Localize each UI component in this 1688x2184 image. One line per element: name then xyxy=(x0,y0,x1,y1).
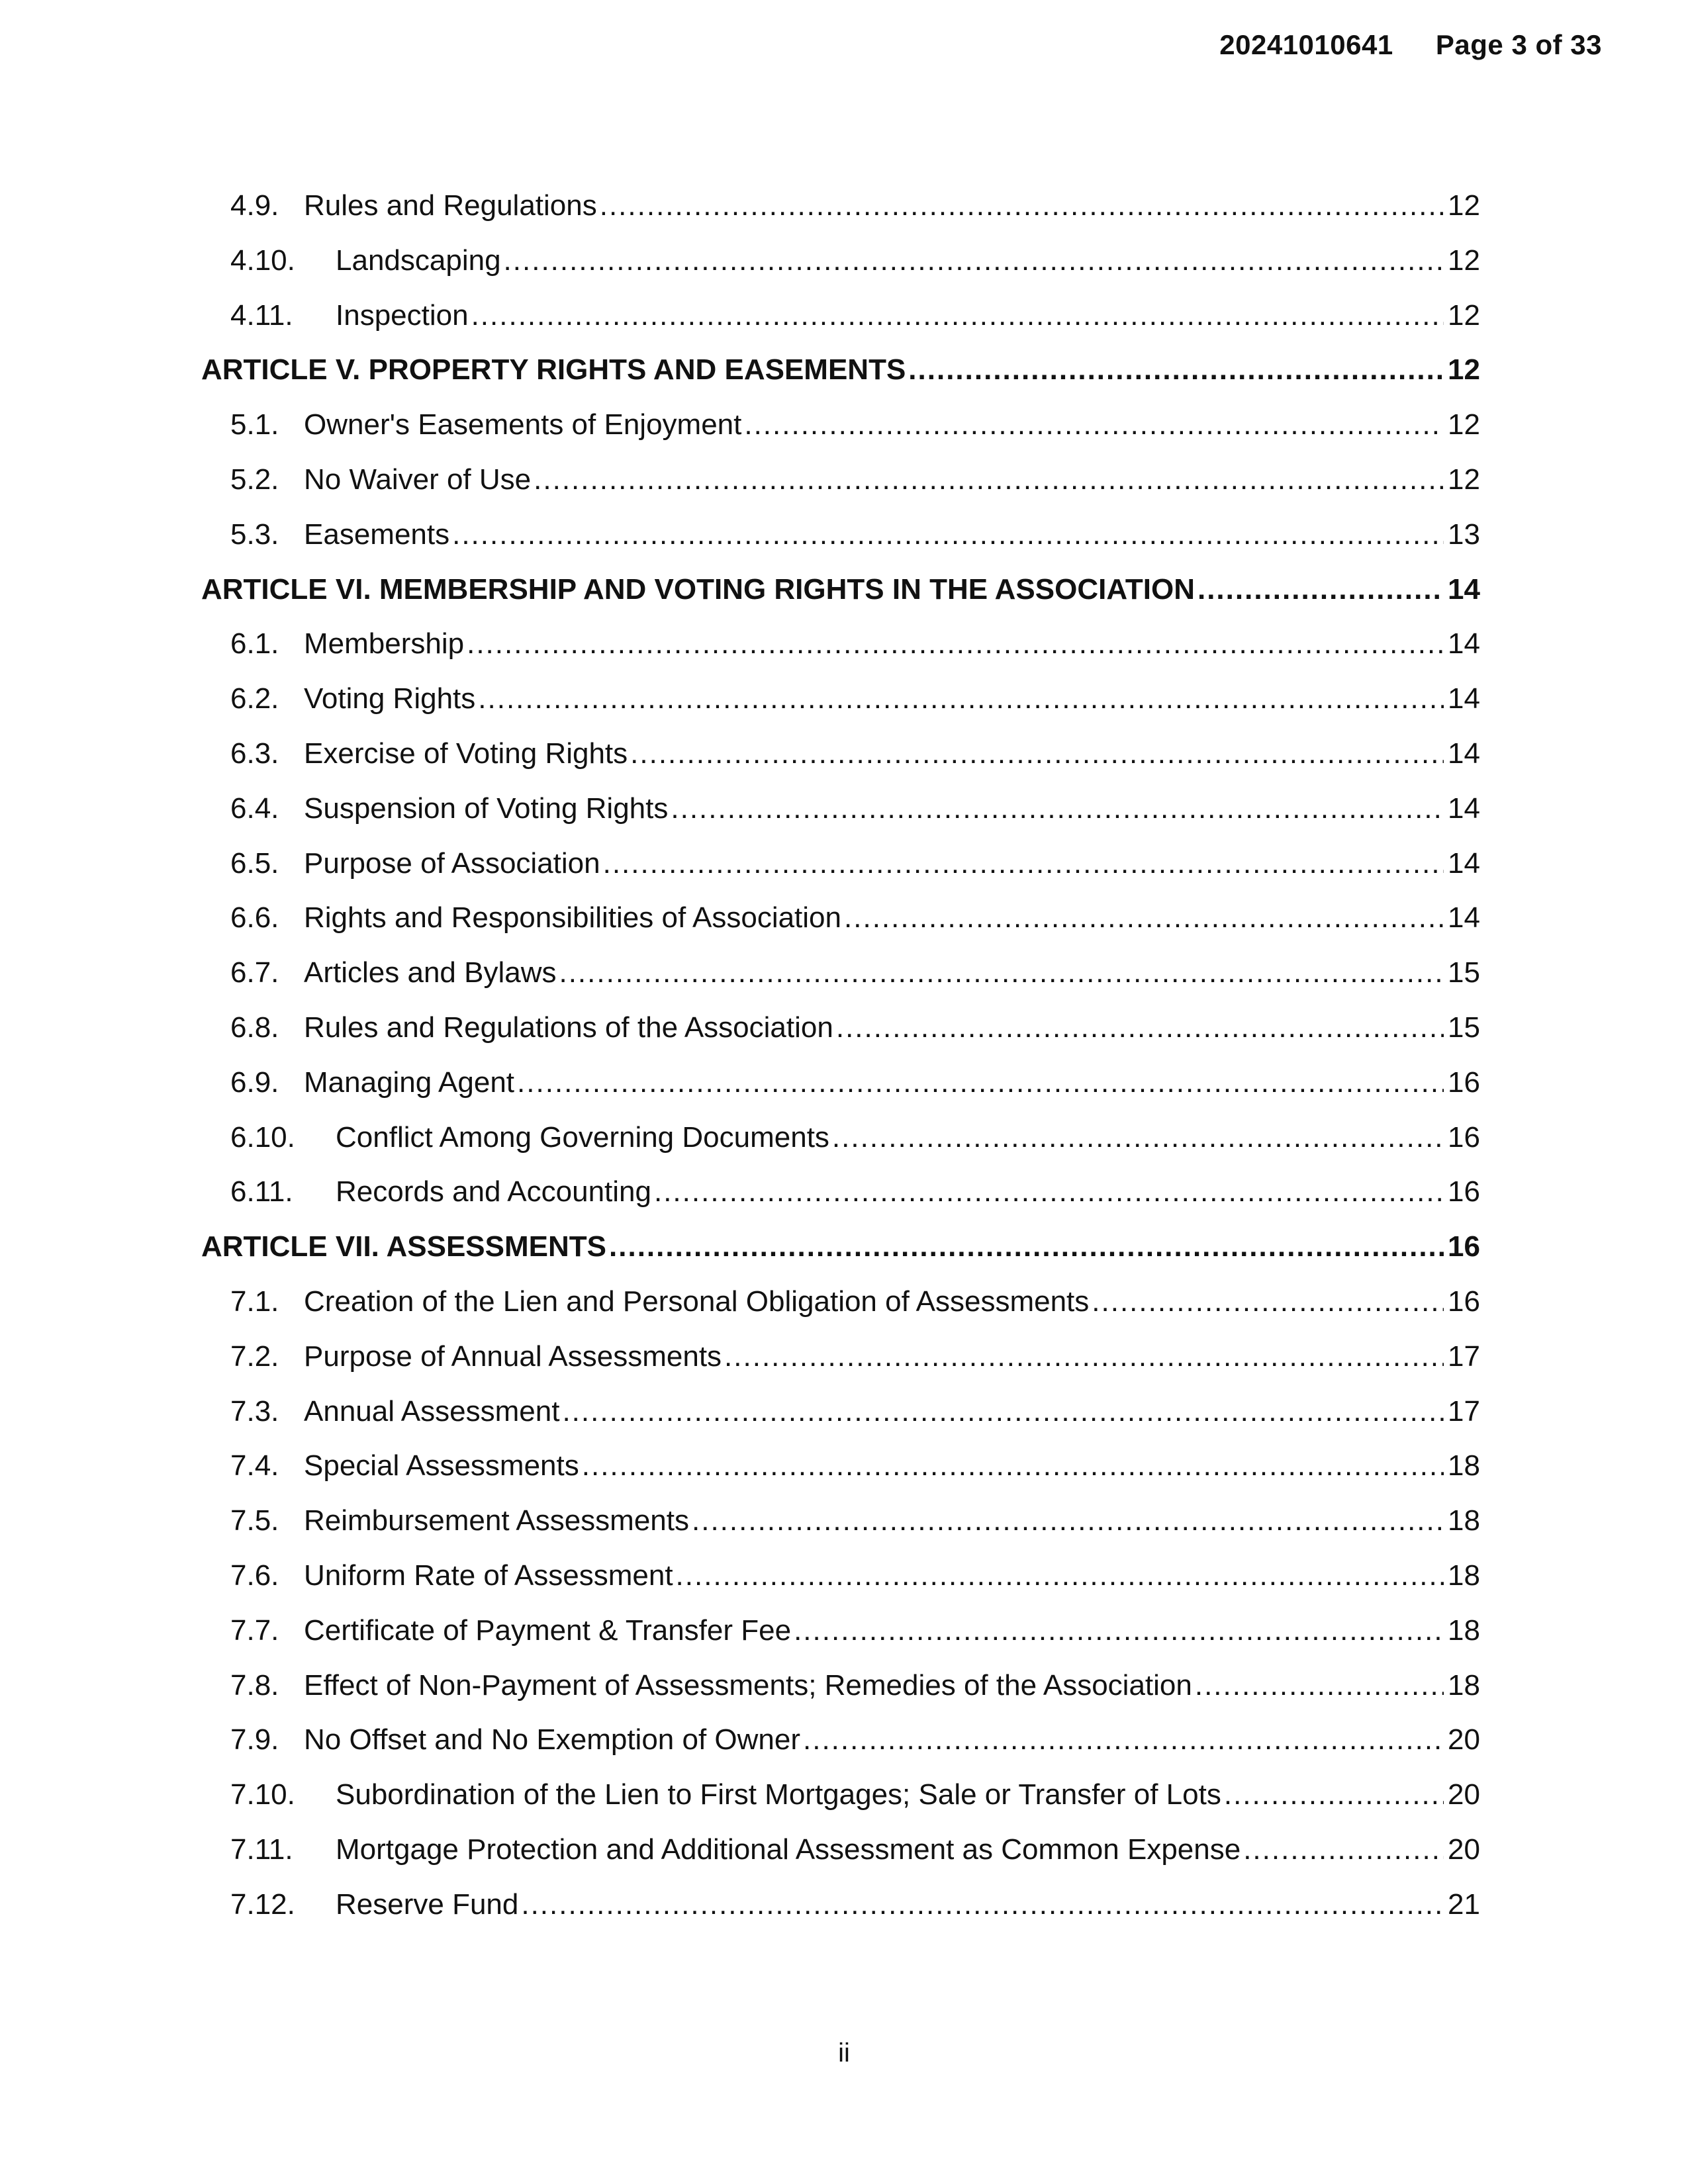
toc-entry-title: Uniform Rate of Assessment xyxy=(304,1559,673,1592)
toc-section-row[interactable] xyxy=(201,891,1480,946)
toc-section-row[interactable] xyxy=(201,289,1480,343)
toc-section-row[interactable] xyxy=(201,398,1480,453)
toc-entry-page: 12 xyxy=(1448,463,1480,496)
toc-entry-number: 6.1. xyxy=(230,627,279,660)
toc-entry-page: 20 xyxy=(1448,1778,1480,1811)
toc-entry-page: 14 xyxy=(1448,572,1480,606)
toc-section-row[interactable] xyxy=(201,1713,1480,1768)
toc-entry-page: 16 xyxy=(1448,1120,1480,1154)
toc-entry-number: 6.3. xyxy=(230,737,279,770)
toc-dot-leader xyxy=(1224,1768,1444,1823)
toc-entry-title: Conflict Among Governing Documents xyxy=(336,1120,829,1154)
toc-entry-title: Voting Rights xyxy=(304,682,476,715)
toc-dot-leader xyxy=(452,508,1444,563)
toc-entry-title: Managing Agent xyxy=(304,1066,515,1099)
toc-entry-number: 7.11. xyxy=(230,1833,293,1866)
toc-entry-number: 6.8. xyxy=(230,1011,279,1044)
toc-article-row[interactable] xyxy=(201,1220,1480,1275)
toc-dot-leader xyxy=(521,1878,1444,1933)
toc-entry-number: 7.3. xyxy=(230,1394,279,1428)
toc-entry-number: 5.1. xyxy=(230,408,279,441)
toc-section-row[interactable] xyxy=(201,234,1480,289)
toc-section-row[interactable] xyxy=(201,1768,1480,1823)
toc-entry-number: 4.9. xyxy=(230,189,279,222)
toc-dot-leader xyxy=(1092,1275,1444,1330)
toc-section-row[interactable] xyxy=(201,1823,1480,1878)
toc-entry-page: 18 xyxy=(1448,1668,1480,1702)
toc-dot-leader xyxy=(671,782,1444,837)
toc-article-row[interactable] xyxy=(201,563,1480,617)
toc-dot-leader xyxy=(844,891,1444,946)
toc-dot-leader xyxy=(908,343,1444,398)
toc-entry-title: Certificate of Payment & Transfer Fee xyxy=(304,1614,792,1647)
toc-dot-leader xyxy=(603,837,1444,891)
toc-dot-leader xyxy=(1195,1659,1444,1713)
toc-entry-page: 12 xyxy=(1448,244,1480,277)
toc-dot-leader xyxy=(676,1549,1444,1604)
toc-entry-page: 12 xyxy=(1448,353,1480,387)
toc-entry-number: 6.2. xyxy=(230,682,279,715)
toc-entry-number: 7.1. xyxy=(230,1285,279,1318)
toc-dot-leader xyxy=(559,946,1444,1001)
toc-dot-leader xyxy=(654,1165,1444,1220)
toc-entry-number: 7.10. xyxy=(230,1778,295,1811)
toc-section-row[interactable] xyxy=(201,1604,1480,1659)
toc-section-row[interactable] xyxy=(201,1330,1480,1385)
toc-entry-number: 7.2. xyxy=(230,1340,279,1373)
toc-section-row[interactable] xyxy=(201,617,1480,672)
toc-entry-page: 12 xyxy=(1448,298,1480,332)
toc-section-row[interactable] xyxy=(201,1494,1480,1549)
document-number: 20241010641 xyxy=(1219,29,1393,60)
toc-entry-title: Easements xyxy=(304,518,450,551)
toc-entry-title: Purpose of Association xyxy=(304,846,600,880)
toc-dot-leader xyxy=(467,617,1444,672)
toc-entry-number: 6.4. xyxy=(230,792,279,825)
toc-entry-page: 15 xyxy=(1448,956,1480,989)
toc-entry-title: Reserve Fund xyxy=(336,1888,519,1921)
toc-entry-number: 7.5. xyxy=(230,1504,279,1537)
toc-dot-leader xyxy=(744,398,1444,453)
toc-entry-page: 16 xyxy=(1448,1066,1480,1099)
page-header xyxy=(1219,29,1602,61)
toc-entry-title: Subordination of the Lien to First Mortgages; Sale or Transfer of Lots xyxy=(336,1778,1221,1811)
toc-entry-title: Landscaping xyxy=(336,244,501,277)
toc-entry-number: 7.4. xyxy=(230,1449,279,1482)
toc-dot-leader xyxy=(794,1604,1444,1659)
toc-entry-page: 17 xyxy=(1448,1394,1480,1428)
toc-entry-title: Records and Accounting xyxy=(336,1175,651,1208)
toc-entry-number: 5.2. xyxy=(230,463,279,496)
toc-entry-page: 20 xyxy=(1448,1833,1480,1866)
toc-entry-number: 4.10. xyxy=(230,244,295,277)
toc-dot-leader xyxy=(609,1220,1444,1275)
toc-dot-leader xyxy=(836,1001,1444,1056)
toc-dot-leader xyxy=(471,289,1444,343)
toc-section-row[interactable] xyxy=(201,179,1480,234)
toc-entry-page: 12 xyxy=(1448,408,1480,441)
toc-entry-title: Suspension of Voting Rights xyxy=(304,792,669,825)
toc-entry-number: 6.9. xyxy=(230,1066,279,1099)
toc-entry-title: Special Assessments xyxy=(304,1449,579,1482)
table-of-contents xyxy=(201,179,1480,1933)
toc-dot-leader xyxy=(692,1494,1444,1549)
toc-entry-page: 18 xyxy=(1448,1559,1480,1592)
toc-entry-page: 16 xyxy=(1448,1230,1480,1263)
toc-section-row[interactable] xyxy=(201,1056,1480,1111)
toc-section-row[interactable] xyxy=(201,1385,1480,1439)
toc-entry-page: 14 xyxy=(1448,682,1480,715)
toc-entry-title: Annual Assessment xyxy=(304,1394,560,1428)
page-footer xyxy=(0,2038,1688,2068)
toc-entry-page: 13 xyxy=(1448,518,1480,551)
toc-entry-title: Exercise of Voting Rights xyxy=(304,737,628,770)
toc-entry-number: 6.6. xyxy=(230,901,279,934)
toc-entry-title: Mortgage Protection and Additional Assessment as Common Expense xyxy=(336,1833,1241,1866)
toc-entry-number: 7.7. xyxy=(230,1614,279,1647)
toc-entry-number: 6.7. xyxy=(230,956,279,989)
toc-dot-leader xyxy=(724,1330,1444,1385)
toc-entry-page: 15 xyxy=(1448,1011,1480,1044)
toc-entry-title: Membership xyxy=(304,627,465,660)
toc-article-row[interactable] xyxy=(201,343,1480,398)
toc-entry-number: 7.6. xyxy=(230,1559,279,1592)
toc-entry-page: 16 xyxy=(1448,1285,1480,1318)
toc-entry-page: 12 xyxy=(1448,189,1480,222)
toc-section-row[interactable] xyxy=(201,1165,1480,1220)
toc-entry-title: Owner's Easements of Enjoyment xyxy=(304,408,742,441)
toc-dot-leader xyxy=(1243,1823,1444,1878)
toc-section-row[interactable] xyxy=(201,1111,1480,1165)
toc-section-row[interactable] xyxy=(201,508,1480,563)
toc-entry-page: 18 xyxy=(1448,1614,1480,1647)
toc-entry-page: 14 xyxy=(1448,846,1480,880)
toc-section-row[interactable] xyxy=(201,946,1480,1001)
toc-section-row[interactable] xyxy=(201,453,1480,508)
toc-dot-leader xyxy=(478,672,1444,727)
toc-section-row[interactable] xyxy=(201,782,1480,837)
toc-entry-title: Creation of the Lien and Personal Obligation of Assessments xyxy=(304,1285,1090,1318)
toc-section-row[interactable] xyxy=(201,1439,1480,1494)
toc-entry-title: Effect of Non-Payment of Assessments; Remedies of the Association xyxy=(304,1668,1192,1702)
toc-dot-leader xyxy=(517,1056,1444,1111)
toc-section-row[interactable] xyxy=(201,672,1480,727)
toc-entry-page: 20 xyxy=(1448,1723,1480,1756)
toc-dot-leader xyxy=(600,179,1444,234)
toc-entry-title: Purpose of Annual Assessments xyxy=(304,1340,722,1373)
toc-entry-title: No Waiver of Use xyxy=(304,463,532,496)
toc-section-row[interactable] xyxy=(201,1878,1480,1933)
toc-entry-title: Rights and Responsibilities of Association xyxy=(304,901,842,934)
toc-entry-title: Rules and Regulations xyxy=(304,189,597,222)
toc-entry-title: Rules and Regulations of the Association xyxy=(304,1011,833,1044)
toc-dot-leader xyxy=(1197,563,1444,617)
toc-entry-number: 7.8. xyxy=(230,1668,279,1702)
toc-entry-number: 5.3. xyxy=(230,518,279,551)
toc-section-row[interactable] xyxy=(201,1549,1480,1604)
toc-entry-number: 7.9. xyxy=(230,1723,279,1756)
toc-dot-leader xyxy=(803,1713,1444,1768)
toc-entry-page: 14 xyxy=(1448,627,1480,660)
toc-entry-title: No Offset and No Exemption of Owner xyxy=(304,1723,800,1756)
toc-section-row[interactable] xyxy=(201,1001,1480,1056)
toc-section-row[interactable] xyxy=(201,837,1480,891)
toc-dot-leader xyxy=(562,1385,1444,1439)
toc-entry-title: ARTICLE VII. ASSESSMENTS xyxy=(201,1230,607,1263)
toc-entry-page: 18 xyxy=(1448,1504,1480,1537)
toc-entry-title: ARTICLE V. PROPERTY RIGHTS AND EASEMENTS xyxy=(201,353,906,387)
toc-entry-number: 4.11. xyxy=(230,298,293,332)
toc-dot-leader xyxy=(630,727,1444,782)
toc-entry-number: 6.5. xyxy=(230,846,279,880)
toc-entry-title: Reimbursement Assessments xyxy=(304,1504,689,1537)
toc-entry-title: ARTICLE VI. MEMBERSHIP AND VOTING RIGHTS IN THE ASSOCIATION xyxy=(201,572,1195,606)
toc-section-row[interactable] xyxy=(201,1275,1480,1330)
footer-page-number: ii xyxy=(838,2038,850,2068)
toc-section-row[interactable] xyxy=(201,1659,1480,1713)
toc-dot-leader xyxy=(534,453,1444,508)
toc-dot-leader xyxy=(832,1111,1444,1165)
toc-entry-number: 6.11. xyxy=(230,1175,293,1208)
toc-dot-leader xyxy=(582,1439,1444,1494)
toc-entry-page: 17 xyxy=(1448,1340,1480,1373)
toc-entry-page: 14 xyxy=(1448,792,1480,825)
toc-entry-page: 14 xyxy=(1448,737,1480,770)
toc-entry-title: Articles and Bylaws xyxy=(304,956,557,989)
toc-section-row[interactable] xyxy=(201,727,1480,782)
toc-entry-page: 14 xyxy=(1448,901,1480,934)
page-label: Page 3 of 33 xyxy=(1435,29,1602,60)
toc-entry-page: 21 xyxy=(1448,1888,1480,1921)
toc-entry-page: 16 xyxy=(1448,1175,1480,1208)
toc-entry-page: 18 xyxy=(1448,1449,1480,1482)
toc-entry-number: 6.10. xyxy=(230,1120,295,1154)
toc-entry-title: Inspection xyxy=(336,298,469,332)
toc-entry-number: 7.12. xyxy=(230,1888,295,1921)
toc-dot-leader xyxy=(504,234,1444,289)
